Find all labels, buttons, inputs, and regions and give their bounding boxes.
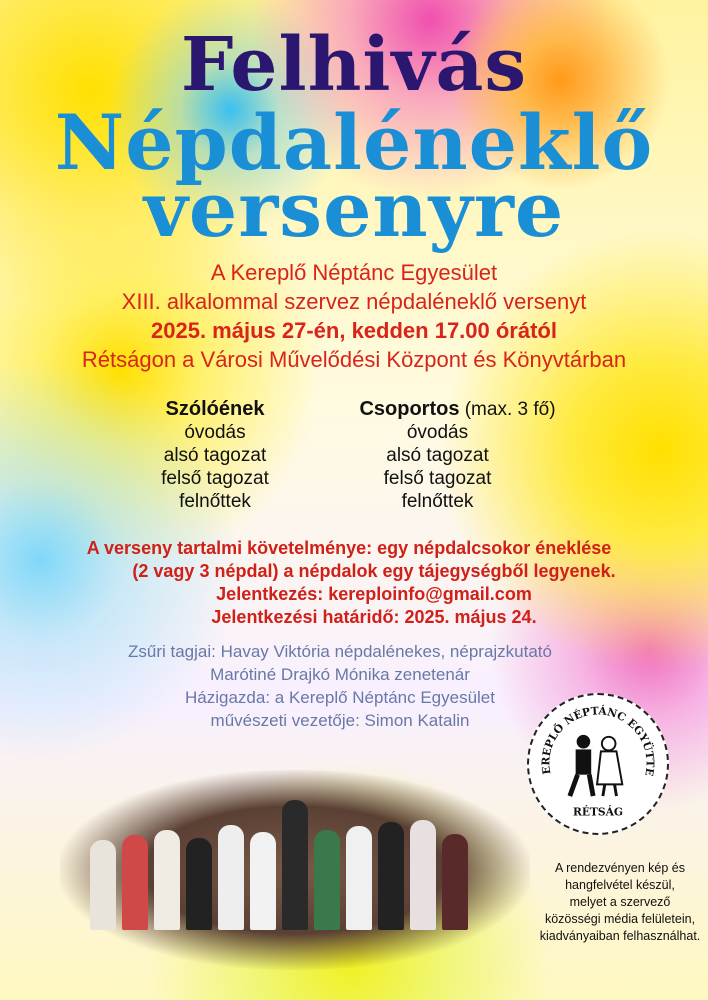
- solo-item: alsó tagozat: [163, 445, 267, 466]
- svg-text:RÉTSÁG: RÉTSÁG: [572, 805, 624, 819]
- title-line-3: versenyre: [143, 165, 565, 254]
- svg-text:KEREPLŐ NÉPTÁNC EGYÜTTES: EREPLŐ NÉPTÁNC EGYÜTTE: [539, 704, 657, 778]
- edition: XIII. alkalommal szervez népdaléneklő versenyt: [121, 289, 587, 314]
- group-item: alsó tagozat: [386, 445, 489, 466]
- event-date: 2025. május 27-én, kedden 17.00 órától: [151, 318, 557, 343]
- requirement-line: (2 vagy 3 népdal) a népdalok egy tájegységből legyenek.: [132, 561, 616, 581]
- solo-item: felső tagozat: [161, 468, 269, 489]
- group-title: Csoportos: [359, 398, 460, 420]
- notice-line: hangfelvétel készül,: [565, 878, 675, 892]
- association-logo: [527, 693, 669, 835]
- registration-deadline: Jelentkezési határidő: 2025. május 24.: [211, 607, 537, 627]
- requirement-line: A verseny tartalmi követelménye: egy népdalcsokor éneklése: [86, 538, 612, 558]
- recording-notice: [535, 860, 705, 945]
- group-photo: [60, 770, 530, 970]
- jury-line: művészeti vezetője: Simon Katalin: [210, 711, 470, 730]
- jury-line: Házigazda: a Kereplő Néptánc Egyesület: [185, 688, 495, 707]
- event-location: Rétságon a Városi Művelődési Központ és Könyvtárban: [81, 347, 627, 372]
- solo-title: Szólóének: [165, 398, 265, 420]
- group-item: felnőttek: [401, 491, 474, 512]
- notice-line: melyet a szervező: [569, 895, 671, 909]
- jury-line: Zsűri tagjai: Havay Viktória népdalénekes, néprajzkutató: [128, 642, 552, 661]
- title-line-2: Népdaléneklő: [54, 98, 654, 187]
- jury-line: Marótiné Drajkó Mónika zenetenár: [210, 665, 470, 684]
- group-category: [320, 398, 595, 513]
- organizer: A Kereplő Néptánc Egyesület: [210, 260, 498, 285]
- group-item: felső tagozat: [383, 468, 492, 489]
- registration-email: Jelentkezés: kereploinfo@gmail.com: [216, 584, 532, 604]
- intro: [0, 258, 708, 374]
- title-line-1: Felhivás: [180, 22, 528, 108]
- notice-line: kiadványaiban felhasználhat.: [539, 929, 701, 943]
- notice-line: A rendezvényen kép és: [555, 861, 685, 875]
- notice-line: közösségi média felületein,: [544, 912, 696, 926]
- solo-item: felnőttek: [179, 491, 251, 512]
- solo-item: óvodás: [184, 422, 246, 443]
- group-item: óvodás: [406, 422, 469, 443]
- requirements: [0, 537, 708, 629]
- group-note: (max. 3 fő): [459, 399, 556, 420]
- solo-category: [130, 398, 300, 513]
